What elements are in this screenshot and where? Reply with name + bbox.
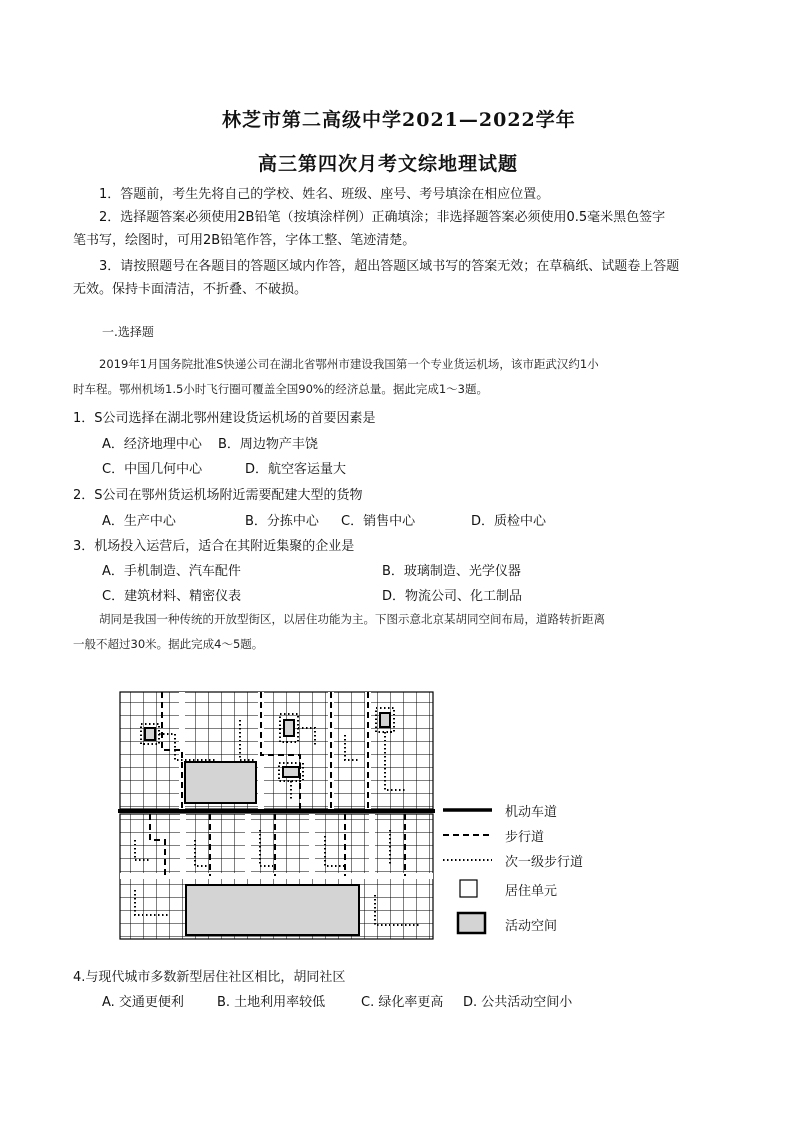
passage-1-line-2: 时车程。鄂州机场1.5小时飞行圈可覆盖全国90%的经济总量。据此完成1～3题。 <box>73 382 488 396</box>
activity-space-small-2 <box>284 720 294 736</box>
instruction-3-cont: 无效。保持卡面清洁，不折叠、不破损。 <box>73 282 308 297</box>
q4-option-c[interactable]: C. 绿化率更高 <box>361 995 444 1010</box>
q3-option-b[interactable]: B．玻璃制造、光学仪器 <box>382 564 521 579</box>
legend-unit-label: 居住单元 <box>505 884 558 899</box>
passage-1-line-1: 2019年1月国务院批准S快递公司在湖北省鄂州市建设我国第一个专业货运机场，该市距武汉约1小 <box>99 357 599 371</box>
q2-option-a[interactable]: A．生产中心 <box>102 514 176 529</box>
activity-space-top <box>185 762 256 803</box>
exam-subtitle: 高三第四次月考文综地理试题 <box>258 153 519 175</box>
q3-option-d[interactable]: D．物流公司、化工制品 <box>382 589 523 604</box>
activity-space-small-3 <box>380 713 390 727</box>
q3-option-a[interactable]: A．手机制造、汽车配件 <box>102 564 241 579</box>
instruction-1: 1．答题前，考生先将自己的学校、姓名、班级、座号、考号填涂在相应位置。 <box>99 187 550 202</box>
question-4-stem: 4.与现代城市多数新型居住社区相比，胡同社区 <box>73 970 346 985</box>
q3-option-c[interactable]: C．建筑材料、精密仪表 <box>102 589 242 604</box>
passage-2-line-2: 一般不超过30米。据此完成4～5题。 <box>73 637 264 651</box>
activity-space-small-4 <box>283 767 299 777</box>
question-3-stem: 3．机场投入运营后，适合在其附近集聚的企业是 <box>73 539 355 554</box>
legend-walk-label: 步行道 <box>505 830 545 845</box>
legend-road-label: 机动车道 <box>505 805 558 820</box>
instruction-2: 2．选择题答案必须使用2B铅笔（按填涂样例）正确填涂；非选择题答案必须使用0.5毫米黑色签字 <box>99 210 666 225</box>
legend-subwalk-label: 次一级步行道 <box>505 855 584 870</box>
question-2-stem: 2．S公司在鄂州货运机场附近需要配建大型的货物 <box>73 488 363 503</box>
instruction-2-cont: 笔书写，绘图时，可用2B铅笔作答，字体工整、笔迹清楚。 <box>73 233 416 248</box>
exam-title: 林芝市第二高级中学2021—2022学年 <box>222 109 576 131</box>
legend-space-symbol <box>458 913 485 933</box>
passage-2-line-1: 胡同是我国一种传统的开放型街区，以居住功能为主。下图示意北京某胡同空间布局，道路转折距离 <box>99 612 605 626</box>
q1-option-d[interactable]: D．航空客运量大 <box>245 462 347 477</box>
q1-option-a[interactable]: A．经济地理中心 <box>102 437 202 452</box>
section-title: 一.选择题 <box>102 325 154 339</box>
activity-space-bottom <box>186 885 359 935</box>
q2-option-d[interactable]: D．质检中心 <box>471 514 547 529</box>
activity-space-small-1 <box>145 728 155 740</box>
q1-option-c[interactable]: C．中国几何中心 <box>102 462 203 477</box>
legend-unit-symbol <box>460 880 477 897</box>
q4-option-d[interactable]: D. 公共活动空间小 <box>463 995 573 1010</box>
q4-option-a[interactable]: A. 交通更便利 <box>102 995 184 1010</box>
q2-option-c[interactable]: C．销售中心 <box>341 514 416 529</box>
legend <box>443 810 492 933</box>
q2-option-b[interactable]: B．分拣中心 <box>245 514 319 529</box>
q4-option-b[interactable]: B. 土地利用率较低 <box>217 995 326 1010</box>
question-1-stem: 1．S公司选择在湖北鄂州建设货运机场的首要因素是 <box>73 411 376 426</box>
q1-option-b[interactable]: B．周边物产丰饶 <box>218 437 318 452</box>
instruction-3: 3．请按照题号在各题目的答题区域内作答，超出答题区域书写的答案无效；在草稿纸、试题卷上答题 <box>99 259 680 274</box>
legend-space-label: 活动空间 <box>505 919 558 934</box>
